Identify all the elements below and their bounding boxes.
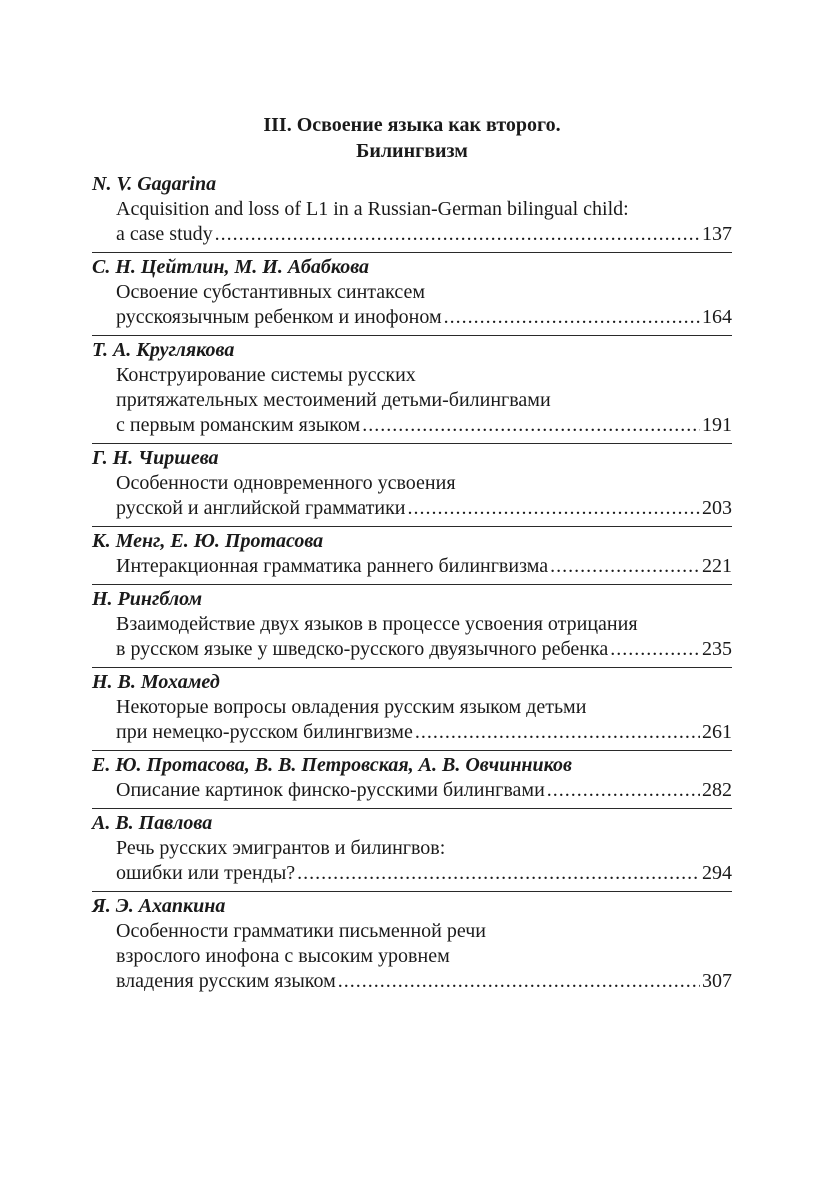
entry-author: N. V. Gagarina: [92, 173, 217, 195]
entry-title-last-line: [116, 637, 732, 662]
entry-title-last-line: [116, 554, 732, 579]
dot-leader: [547, 778, 700, 803]
toc-entry: [92, 809, 732, 892]
entry-title-text: в русском языке у шведско-русского двуязычного ребенка: [116, 638, 609, 660]
entry-title-last-line: [116, 861, 732, 886]
entry-page-number: 307: [702, 970, 732, 992]
entry-title-text: Интеракционная грамматика раннего билингвизма: [116, 555, 549, 577]
dot-leader: [610, 637, 700, 662]
entry-title-last-line: [116, 778, 732, 803]
entry-title-last-line: [116, 413, 732, 438]
entry-title-last-line: [116, 969, 732, 994]
entry-title-line: Освоение субстантивных синтаксем: [116, 281, 426, 303]
entry-title-line: Взаимодействие двух языков в процессе усвоения отрицания: [116, 613, 638, 635]
dot-leader: [362, 413, 700, 438]
entry-page-number: 164: [702, 306, 732, 328]
entry-title-last-line: [116, 305, 732, 330]
entry-page-number: 294: [702, 862, 732, 884]
entry-title-last-line: [116, 222, 732, 247]
dot-leader: [215, 222, 700, 247]
dot-leader: [297, 861, 700, 886]
entry-title-text: владения русским языком: [116, 970, 336, 992]
entry-page-number: 137: [702, 223, 732, 245]
entry-title-line: Конструирование системы русских: [116, 364, 416, 386]
entry-author: Я. Э. Ахапкина: [92, 895, 226, 917]
toc-entry: [92, 170, 732, 253]
entry-title-line: Особенности одновременного усвоения: [116, 472, 456, 494]
entry-title-text: Описание картинок финско-русскими билингвами: [116, 779, 545, 801]
toc-entry: [92, 253, 732, 336]
toc-entry: [92, 892, 732, 999]
toc-page: [92, 112, 732, 999]
entry-author: А. В. Павлова: [92, 812, 213, 834]
entry-page-number: 191: [702, 414, 732, 436]
dot-leader: [338, 969, 700, 994]
entry-title-line: взрослого инофона с высоким уровнем: [116, 945, 450, 967]
entry-title-last-line: [116, 496, 732, 521]
dot-leader: [408, 496, 700, 521]
entry-page-number: 282: [702, 779, 732, 801]
entry-title-text: ошибки или тренды?: [116, 862, 296, 884]
entry-title-line: Особенности грамматики письменной речи: [116, 920, 486, 942]
entry-author: К. Менг, Е. Ю. Протасова: [92, 530, 324, 552]
entry-author: Т. А. Круглякова: [92, 339, 235, 361]
entry-title-text: a case study: [116, 223, 213, 245]
toc-entry: [92, 751, 732, 809]
entry-page-number: 203: [702, 497, 732, 519]
entry-author: С. Н. Цейтлин, М. И. Абабкова: [92, 256, 370, 278]
entry-title-text: русскоязычным ребенком и инофоном: [116, 306, 442, 328]
entry-page-number: 221: [702, 555, 732, 577]
toc-entry: [92, 668, 732, 751]
entry-author: Н. В. Мохамед: [92, 671, 220, 693]
entry-title-line: Acquisition and loss of L1 in a Russian-German bilingual child:: [116, 198, 629, 220]
toc-entry: [92, 585, 732, 668]
dot-leader: [444, 305, 700, 330]
entry-page-number: 261: [702, 721, 732, 743]
toc-entry: [92, 444, 732, 527]
entry-title-line: притяжательных местоимений детьми-билингвами: [116, 389, 551, 411]
dot-leader: [415, 720, 700, 745]
entry-title-line: Некоторые вопросы овладения русским языком детьми: [116, 696, 587, 718]
section-title-line-2: Билингвизм: [356, 140, 468, 162]
section-title: [92, 112, 732, 164]
entry-title-text: с первым романским языком: [116, 414, 361, 436]
entry-title-last-line: [116, 720, 732, 745]
dot-leader: [550, 554, 700, 579]
toc-entry: [92, 336, 732, 444]
entry-title-text: русской и английской грамматики: [116, 497, 406, 519]
toc-entries: [92, 170, 732, 999]
entry-author: Е. Ю. Протасова, В. В. Петровская, А. В. Овчинников: [92, 754, 572, 776]
section-title-line-1: III. Освоение языка как второго.: [263, 114, 561, 136]
entry-author: Г. Н. Чиршева: [92, 447, 219, 469]
entry-page-number: 235: [702, 638, 732, 660]
entry-title-text: при немецко-русском билингвизме: [116, 721, 413, 743]
toc-entry: [92, 527, 732, 585]
entry-author: Н. Рингблом: [92, 588, 203, 610]
entry-title-line: Речь русских эмигрантов и билингвов:: [116, 837, 446, 859]
